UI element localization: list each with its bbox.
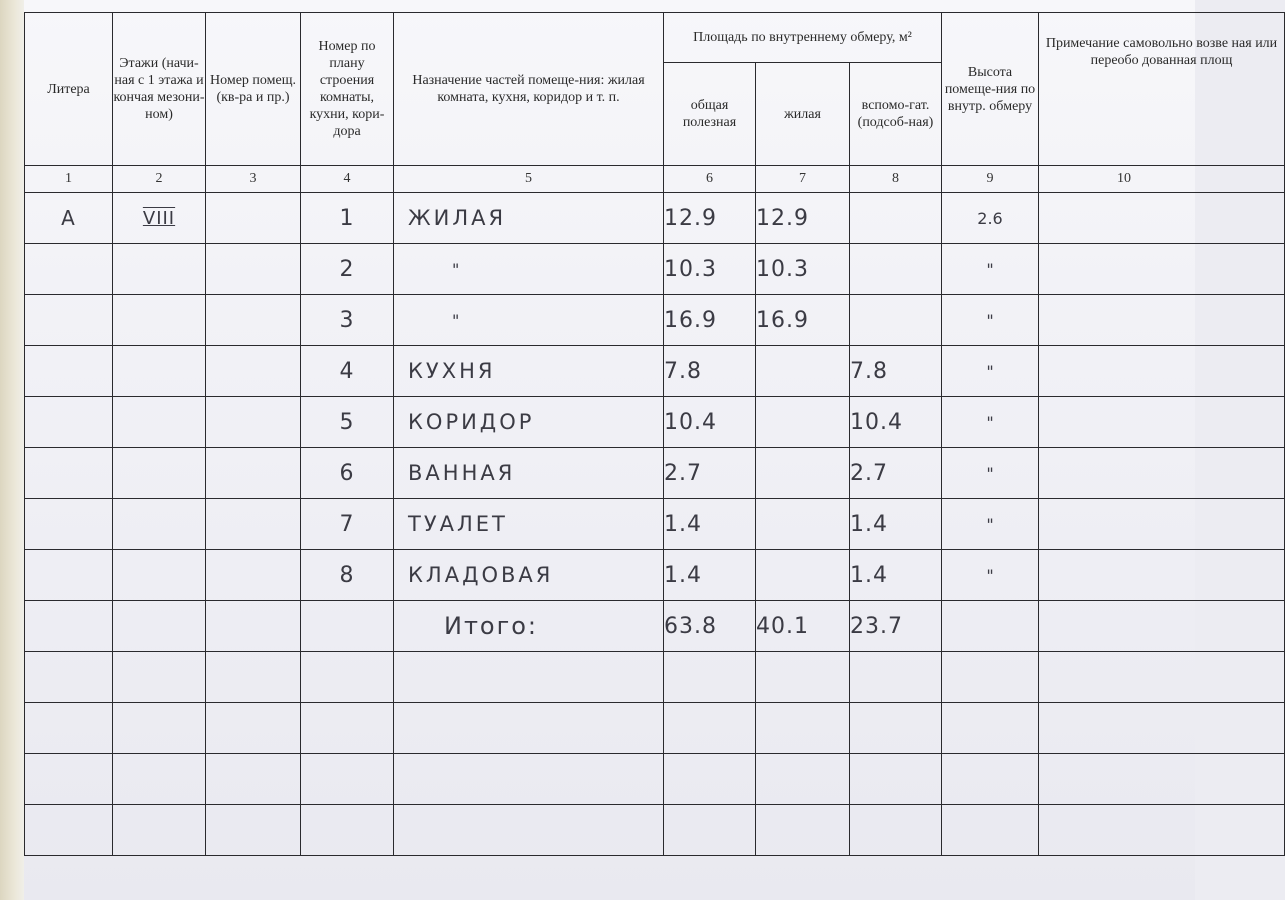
height-cell: " [942, 448, 1039, 499]
total-area-cell: 2.7 [664, 448, 756, 499]
table-row [25, 295, 1285, 346]
litera-cell: А [25, 193, 113, 244]
header-height: Высота помеще-ния по внутр. обмеру [942, 13, 1039, 166]
litera-cell [25, 295, 113, 346]
room-number-cell [301, 601, 394, 652]
apartment-cell [206, 397, 301, 448]
note-cell [1039, 346, 1285, 397]
aux-area-cell: 1.4 [850, 550, 942, 601]
height-cell [942, 652, 1039, 703]
apartment-cell [206, 244, 301, 295]
col-num: 6 [664, 166, 756, 193]
room-number-cell: 8 [301, 550, 394, 601]
total-area-cell: 12.9 [664, 193, 756, 244]
note-cell [1039, 499, 1285, 550]
room-purpose-cell: КОРИДОР [394, 397, 664, 448]
apartment-cell [206, 346, 301, 397]
col-num: 5 [394, 166, 664, 193]
total-area-cell [664, 805, 756, 856]
room-purpose-cell: КУХНЯ [394, 346, 664, 397]
height-cell: " [942, 550, 1039, 601]
col-num: 1 [25, 166, 113, 193]
table-row [25, 550, 1285, 601]
header-aux-area: вспомо-гат. (подсоб-ная) [850, 63, 942, 166]
litera-cell [25, 601, 113, 652]
total-area-cell: 10.3 [664, 244, 756, 295]
living-area-cell [756, 550, 850, 601]
living-area-cell: 16.9 [756, 295, 850, 346]
room-number-cell [301, 754, 394, 805]
room-number-cell: 6 [301, 448, 394, 499]
note-cell [1039, 550, 1285, 601]
litera-cell [25, 499, 113, 550]
litera-cell [25, 244, 113, 295]
total-area-cell: 63.8 [664, 601, 756, 652]
height-cell: " [942, 397, 1039, 448]
total-area-cell: 1.4 [664, 499, 756, 550]
apartment-cell [206, 601, 301, 652]
living-area-cell [756, 703, 850, 754]
living-area-cell [756, 346, 850, 397]
room-purpose-cell: ЖИЛАЯ [394, 193, 664, 244]
room-purpose-cell [394, 805, 664, 856]
aux-area-cell [850, 295, 942, 346]
room-purpose-cell [394, 754, 664, 805]
totals-label: Итого: [394, 601, 664, 652]
litera-cell [25, 805, 113, 856]
room-number-cell [301, 652, 394, 703]
floor-cell [113, 397, 206, 448]
aux-area-cell: 10.4 [850, 397, 942, 448]
total-area-cell: 10.4 [664, 397, 756, 448]
height-cell: " [942, 499, 1039, 550]
height-cell [942, 703, 1039, 754]
empty-row [25, 703, 1285, 754]
height-cell: 2.6 [942, 193, 1039, 244]
room-purpose-cell: " [394, 295, 664, 346]
floor-cell [113, 703, 206, 754]
room-purpose-cell [394, 652, 664, 703]
note-cell [1039, 448, 1285, 499]
floor-cell [113, 499, 206, 550]
room-number-cell: 7 [301, 499, 394, 550]
aux-area-cell: 1.4 [850, 499, 942, 550]
note-cell [1039, 397, 1285, 448]
room-number-cell [301, 703, 394, 754]
note-cell [1039, 193, 1285, 244]
floor-cell [113, 295, 206, 346]
living-area-cell: 10.3 [756, 244, 850, 295]
height-cell [942, 754, 1039, 805]
litera-cell [25, 397, 113, 448]
note-cell [1039, 703, 1285, 754]
floor-cell [113, 346, 206, 397]
header-living-area: жилая [756, 63, 850, 166]
floor-cell [113, 244, 206, 295]
room-number-cell: 2 [301, 244, 394, 295]
aux-area-cell [850, 193, 942, 244]
table-row [25, 499, 1285, 550]
height-cell [942, 805, 1039, 856]
header-floors: Этажи (начи-ная с 1 этажа и кончая мезони-ном) [113, 13, 206, 166]
living-area-cell [756, 499, 850, 550]
litera-cell [25, 652, 113, 703]
col-num: 10 [1039, 166, 1285, 193]
aux-area-cell [850, 703, 942, 754]
totals-row [25, 601, 1285, 652]
table-row [25, 193, 1285, 244]
room-purpose-cell [394, 703, 664, 754]
table-row [25, 346, 1285, 397]
room-number-cell [301, 805, 394, 856]
col-num: 8 [850, 166, 942, 193]
litera-cell [25, 550, 113, 601]
apartment-cell [206, 550, 301, 601]
aux-area-cell [850, 244, 942, 295]
litera-cell [25, 346, 113, 397]
aux-area-cell [850, 652, 942, 703]
header-purpose: Назначение частей помеще-ния: жилая комната, кухня, коридор и т. п. [394, 13, 664, 166]
floor-cell [113, 550, 206, 601]
litera-cell [25, 754, 113, 805]
note-cell [1039, 754, 1285, 805]
room-purpose-cell: КЛАДОВАЯ [394, 550, 664, 601]
living-area-cell: 40.1 [756, 601, 850, 652]
height-cell [942, 601, 1039, 652]
apartment-cell [206, 448, 301, 499]
empty-row [25, 805, 1285, 856]
floor-cell [113, 601, 206, 652]
floor-cell [113, 652, 206, 703]
total-area-cell: 16.9 [664, 295, 756, 346]
empty-row [25, 652, 1285, 703]
floor-cell [113, 448, 206, 499]
header-area-group: Площадь по внутреннему обмеру, м² [664, 13, 942, 63]
room-number-cell: 3 [301, 295, 394, 346]
apartment-cell [206, 754, 301, 805]
living-area-cell [756, 805, 850, 856]
apartment-cell [206, 805, 301, 856]
room-number-cell: 4 [301, 346, 394, 397]
aux-area-cell [850, 754, 942, 805]
aux-area-cell: 7.8 [850, 346, 942, 397]
col-num: 7 [756, 166, 850, 193]
height-cell: " [942, 295, 1039, 346]
aux-area-cell [850, 805, 942, 856]
living-area-cell [756, 754, 850, 805]
header-room-number: Номер помещ. (кв-ра и пр.) [206, 13, 301, 166]
floor-cell [113, 805, 206, 856]
total-area-cell: 1.4 [664, 550, 756, 601]
note-cell [1039, 601, 1285, 652]
table-row [25, 448, 1285, 499]
height-cell: " [942, 346, 1039, 397]
apartment-cell [206, 703, 301, 754]
living-area-cell [756, 397, 850, 448]
living-area-cell: 12.9 [756, 193, 850, 244]
floor-cell [113, 754, 206, 805]
note-cell [1039, 805, 1285, 856]
litera-cell [25, 703, 113, 754]
empty-row [25, 754, 1285, 805]
apartment-cell [206, 295, 301, 346]
room-purpose-cell: " [394, 244, 664, 295]
header-total-area: общая полезная [664, 63, 756, 166]
room-purpose-cell: ТУАЛЕТ [394, 499, 664, 550]
apartment-cell [206, 193, 301, 244]
floor-cell: VIII [113, 193, 206, 244]
table-row [25, 397, 1285, 448]
binding-edge [0, 0, 24, 900]
litera-cell [25, 448, 113, 499]
note-cell [1039, 295, 1285, 346]
total-area-cell [664, 652, 756, 703]
height-cell: " [942, 244, 1039, 295]
table-row [25, 244, 1285, 295]
room-number-cell: 1 [301, 193, 394, 244]
col-num: 2 [113, 166, 206, 193]
total-area-cell [664, 703, 756, 754]
room-number-cell: 5 [301, 397, 394, 448]
note-cell [1039, 244, 1285, 295]
col-num: 3 [206, 166, 301, 193]
total-area-cell [664, 754, 756, 805]
aux-area-cell: 23.7 [850, 601, 942, 652]
explication-table [24, 12, 1285, 856]
apartment-cell [206, 499, 301, 550]
note-cell [1039, 652, 1285, 703]
aux-area-cell: 2.7 [850, 448, 942, 499]
apartment-cell [206, 652, 301, 703]
header-litera: Литера [25, 13, 113, 166]
col-num: 9 [942, 166, 1039, 193]
living-area-cell [756, 652, 850, 703]
column-number-row [25, 166, 1285, 193]
total-area-cell: 7.8 [664, 346, 756, 397]
header-note: Примечание самовольно возве ная или переобо дованная площ [1039, 13, 1285, 166]
header-plan-number: Номер по плану строения комнаты, кухни, кори-дора [301, 13, 394, 166]
room-purpose-cell: ВАННАЯ [394, 448, 664, 499]
col-num: 4 [301, 166, 394, 193]
living-area-cell [756, 448, 850, 499]
